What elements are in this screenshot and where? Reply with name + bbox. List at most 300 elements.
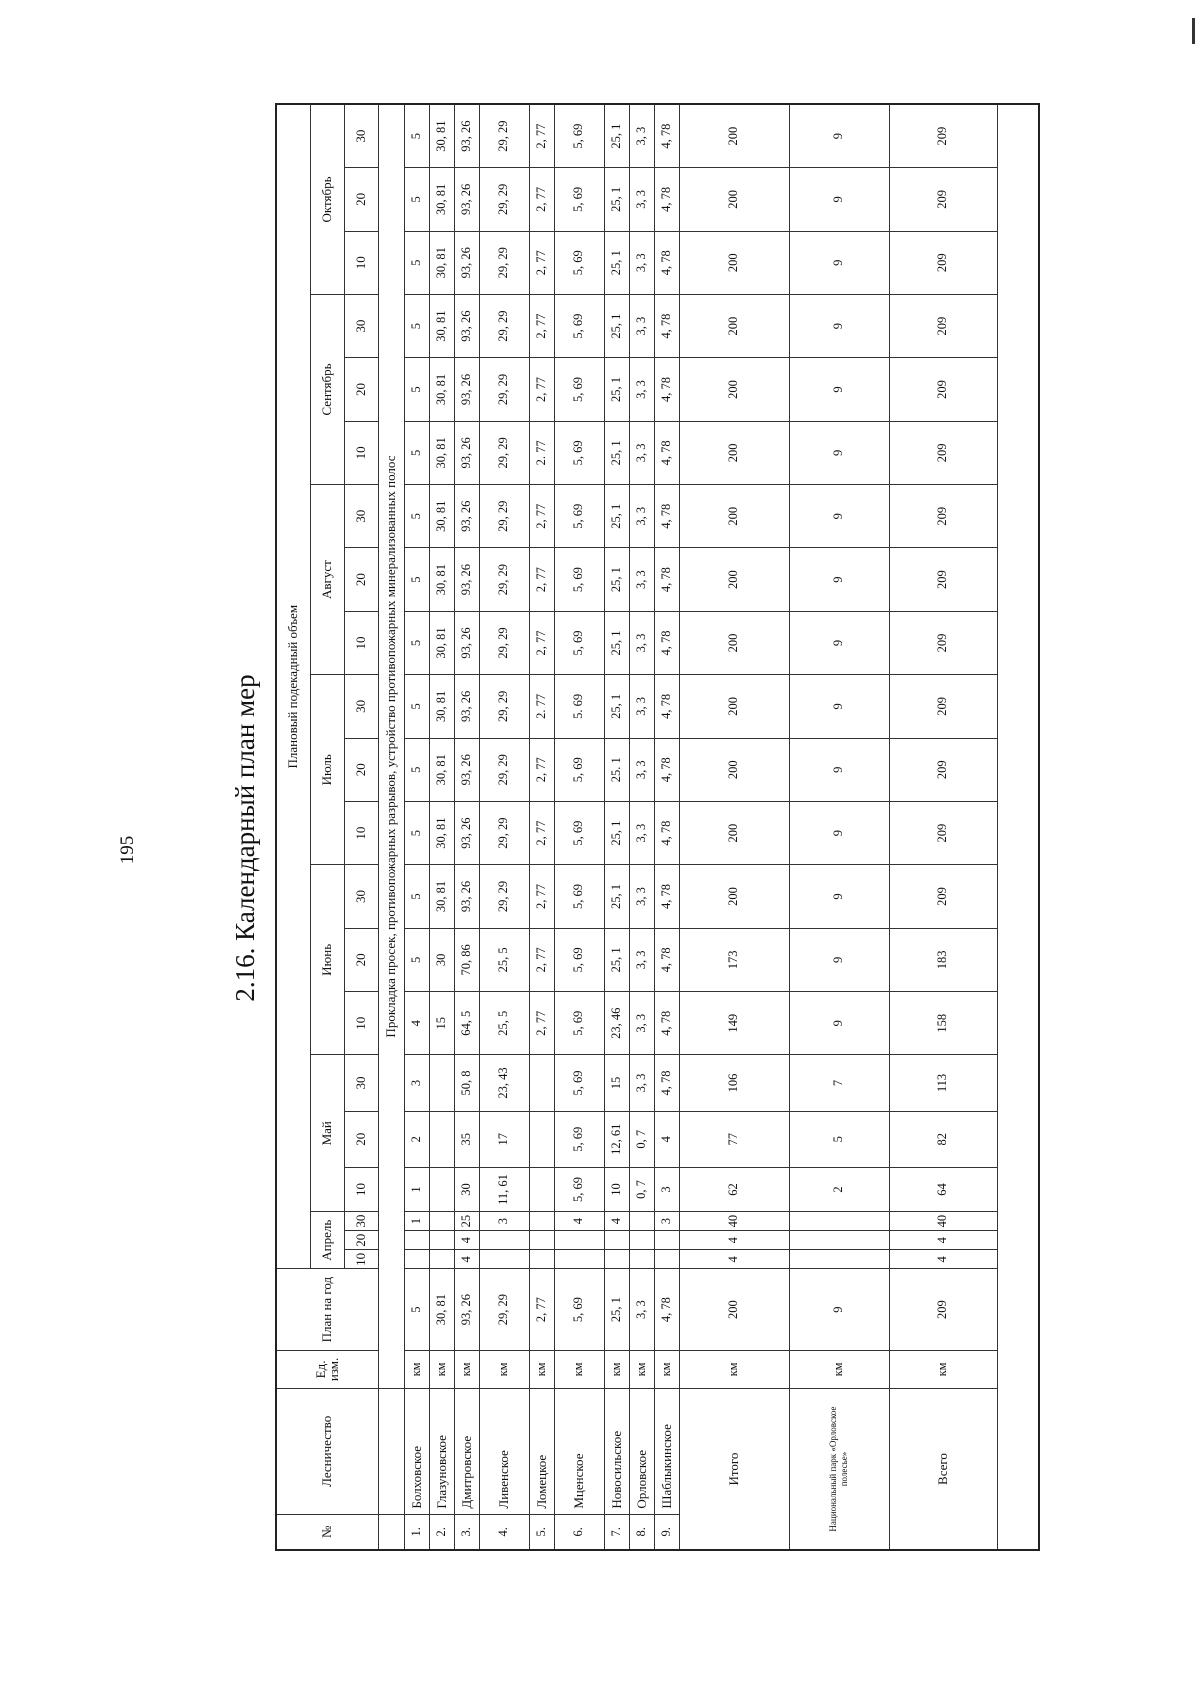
header-decade: 10 (344, 1250, 378, 1269)
page-edge-mark (1192, 18, 1195, 44)
row-value: 30, 81 (429, 675, 454, 738)
row-value: 30 (429, 928, 454, 991)
table-row (554, 104, 604, 1550)
header-month: Сентябрь (310, 294, 344, 484)
document-title: 2.16. Календарный план мер (229, 674, 260, 1002)
row-value: 3, 3 (629, 168, 654, 231)
row-value: 25 (454, 1212, 479, 1231)
row-value: 5, 69 (554, 801, 604, 864)
row-value: 93, 26 (454, 675, 479, 738)
table-frame (275, 103, 965, 1551)
row-value: 5, 69 (554, 611, 604, 674)
row-value: 4, 78 (654, 485, 679, 548)
header-decade: 20 (344, 738, 378, 801)
section-blank (378, 1389, 404, 1515)
row-plan: 5 (404, 1269, 429, 1350)
total-label: Всего (889, 1389, 997, 1550)
total-value: 209 (889, 421, 997, 484)
row-num: 1. (404, 1514, 429, 1550)
row-value: 3, 3 (629, 104, 654, 168)
row-value: 4 (454, 1231, 479, 1250)
row-value: 29, 29 (479, 358, 529, 421)
total-value: 4 (679, 1250, 789, 1269)
row-value: 4, 78 (654, 611, 679, 674)
row-value: 2, 77 (529, 865, 554, 928)
row-value: 4 (454, 1250, 479, 1269)
total-value: 209 (889, 611, 997, 674)
total-value: 9 (789, 548, 889, 611)
row-value: 3, 3 (629, 738, 654, 801)
row-value: 4, 78 (654, 168, 679, 231)
row-num: 4. (479, 1514, 529, 1550)
section-title: Прокладка просек, противопожарных разрывов, устройство противопожарных минерализованных полос (378, 104, 404, 1389)
total-unit: км (679, 1350, 789, 1388)
total-value: 7 (789, 1055, 889, 1111)
total-value: 9 (789, 992, 889, 1055)
row-value: 30 (454, 1167, 479, 1211)
row-value: 4, 78 (654, 548, 679, 611)
row-value (429, 1212, 454, 1231)
row-value (429, 1055, 454, 1111)
row-plan: 29, 29 (479, 1269, 529, 1350)
total-value: 200 (679, 231, 789, 294)
table-row (479, 104, 529, 1550)
total-value: 4 (889, 1231, 997, 1250)
row-value: 5 (404, 294, 429, 357)
row-value: 4, 78 (654, 675, 679, 738)
header-decade: 30 (344, 675, 378, 738)
row-value: 2. 77 (529, 421, 554, 484)
row-value: 2, 77 (529, 294, 554, 357)
row-value: 5 (404, 421, 429, 484)
row-value: 4, 78 (654, 231, 679, 294)
row-value: 93, 26 (454, 865, 479, 928)
row-value: 35 (454, 1111, 479, 1167)
row-value: 3, 3 (629, 231, 654, 294)
header-month: Апрель (310, 1212, 344, 1269)
row-value: 5 (404, 738, 429, 801)
row-value: 4, 78 (654, 421, 679, 484)
header-decade: 20 (344, 1231, 378, 1250)
row-value (654, 1231, 679, 1250)
total-value: 209 (889, 548, 997, 611)
table-row (604, 104, 629, 1550)
row-value: 4, 78 (654, 358, 679, 421)
total-value: 209 (889, 738, 997, 801)
row-value (529, 1167, 554, 1211)
row-value: 64, 5 (454, 992, 479, 1055)
row-value: 3, 3 (629, 675, 654, 738)
row-value: 93, 26 (454, 485, 479, 548)
row-unit: км (429, 1350, 454, 1388)
row-value: 3 (479, 1212, 529, 1231)
header-unit: Ед. изм. (276, 1350, 378, 1388)
row-value: 4 (554, 1212, 604, 1231)
row-value: 5, 69 (554, 358, 604, 421)
total-value: 40 (889, 1212, 997, 1231)
row-value: 3, 3 (629, 992, 654, 1055)
header-month: Июнь (310, 865, 344, 1055)
row-value: 23, 46 (604, 992, 629, 1055)
row-value (529, 1212, 554, 1231)
row-value (529, 1111, 554, 1167)
total-value: 9 (789, 865, 889, 928)
row-value (529, 1055, 554, 1111)
row-value: 2, 77 (529, 928, 554, 991)
row-plan: 3, 3 (629, 1269, 654, 1350)
row-value: 5, 69 (554, 928, 604, 991)
row-value: 3, 3 (629, 928, 654, 991)
row-plan: 5, 69 (554, 1269, 604, 1350)
total-value: 9 (789, 485, 889, 548)
row-value: 30, 81 (429, 168, 454, 231)
total-value: 200 (679, 104, 789, 168)
row-value: 25, 1 (604, 231, 629, 294)
header-month: Май (310, 1055, 344, 1212)
row-plan: 93, 26 (454, 1269, 479, 1350)
row-value: 4 (654, 1111, 679, 1167)
row-value: 29, 29 (479, 421, 529, 484)
row-value: 70, 86 (454, 928, 479, 991)
row-value: 1 (404, 1167, 429, 1211)
row-value: 30, 81 (429, 548, 454, 611)
total-value: 200 (679, 485, 789, 548)
row-num: 2. (429, 1514, 454, 1550)
row-value: 5 (404, 485, 429, 548)
row-num: 3. (454, 1514, 479, 1550)
header-decade: 10 (344, 421, 378, 484)
header-decade: 10 (344, 611, 378, 674)
total-value: 9 (789, 675, 889, 738)
total-plan: 209 (889, 1269, 997, 1350)
row-value: 93, 26 (454, 358, 479, 421)
row-value: 30, 81 (429, 801, 454, 864)
row-unit: км (554, 1350, 604, 1388)
row-value: 3 (654, 1212, 679, 1231)
total-value: 106 (679, 1055, 789, 1111)
row-value: 30, 81 (429, 738, 454, 801)
row-value: 29, 29 (479, 231, 529, 294)
row-value: 25, 1 (604, 168, 629, 231)
total-value: 200 (679, 611, 789, 674)
row-value: 29, 29 (479, 485, 529, 548)
row-value: 5 (404, 168, 429, 231)
row-value: 2, 77 (529, 485, 554, 548)
header-decade: 10 (344, 992, 378, 1055)
row-value: 0, 7 (629, 1111, 654, 1167)
total-plan: 9 (789, 1269, 889, 1350)
row-value: 5 (404, 548, 429, 611)
row-value (654, 1250, 679, 1269)
total-value: 9 (789, 168, 889, 231)
header-decade: 10 (344, 801, 378, 864)
row-forestry: Шаблыкинское (654, 1389, 679, 1515)
row-num: 5. (529, 1514, 554, 1550)
row-unit: км (529, 1350, 554, 1388)
row-value (529, 1231, 554, 1250)
row-value: 25, 1 (604, 421, 629, 484)
total-value (789, 1212, 889, 1231)
row-value (604, 1250, 629, 1269)
row-value: 30, 81 (429, 104, 454, 168)
row-value (629, 1250, 654, 1269)
total-value: 4 (889, 1250, 997, 1269)
row-value: 29, 29 (479, 104, 529, 168)
total-value: 209 (889, 168, 997, 231)
row-value (429, 1250, 454, 1269)
row-value: 4, 78 (654, 1055, 679, 1111)
total-row (789, 104, 889, 1550)
header-decade: 30 (344, 485, 378, 548)
row-unit: км (454, 1350, 479, 1388)
total-value: 200 (679, 421, 789, 484)
row-value: 5, 69 (554, 1167, 604, 1211)
row-plan: 30, 81 (429, 1269, 454, 1350)
total-value: 200 (679, 548, 789, 611)
row-forestry: Болховское (404, 1389, 429, 1515)
total-value: 9 (789, 231, 889, 294)
total-value: 82 (889, 1111, 997, 1167)
header-month: Август (310, 485, 344, 675)
row-value: 4, 78 (654, 801, 679, 864)
row-plan: 25, 1 (604, 1269, 629, 1350)
row-value: 29, 29 (479, 675, 529, 738)
header-decade: 20 (344, 1111, 378, 1167)
row-value: 2. 77 (529, 675, 554, 738)
total-value: 183 (889, 928, 997, 991)
total-value: 158 (889, 992, 997, 1055)
total-value: 9 (789, 801, 889, 864)
total-value: 209 (889, 104, 997, 168)
total-label: Итого (679, 1389, 789, 1550)
total-value: 209 (889, 485, 997, 548)
row-value: 93, 26 (454, 231, 479, 294)
total-value: 113 (889, 1055, 997, 1111)
empty-cell (997, 104, 1039, 1550)
total-value: 200 (679, 738, 789, 801)
row-num: 9. (654, 1514, 679, 1550)
row-value: 11, 61 (479, 1167, 529, 1211)
total-value: 173 (679, 928, 789, 991)
row-value (404, 1250, 429, 1269)
row-value (604, 1231, 629, 1250)
row-value: 4, 78 (654, 928, 679, 991)
row-value: 4, 78 (654, 992, 679, 1055)
row-value: 29, 29 (479, 168, 529, 231)
section-blank (378, 1514, 404, 1550)
row-value: 29, 29 (479, 801, 529, 864)
row-value: 25, 5 (479, 928, 529, 991)
total-value: 200 (679, 358, 789, 421)
row-value (554, 1231, 604, 1250)
total-row (889, 104, 997, 1550)
row-value: 25, 1 (604, 611, 629, 674)
row-value: 25, 1 (604, 548, 629, 611)
row-value: 25. 1 (604, 738, 629, 801)
row-value: 29, 29 (479, 548, 529, 611)
row-value: 50, 8 (454, 1055, 479, 1111)
row-value (529, 1250, 554, 1269)
row-forestry: Дмитровское (454, 1389, 479, 1515)
row-value (429, 1167, 454, 1211)
row-value: 2, 77 (529, 231, 554, 294)
row-value (429, 1111, 454, 1167)
row-num: 6. (554, 1514, 604, 1550)
header-month: Июль (310, 675, 344, 865)
row-value (404, 1231, 429, 1250)
total-value: 64 (889, 1167, 997, 1211)
row-value: 5. 69 (554, 675, 604, 738)
row-value: 3, 3 (629, 294, 654, 357)
row-value: 29, 29 (479, 738, 529, 801)
header-group: Плановый подекадный объем (276, 104, 310, 1269)
total-value: 9 (789, 104, 889, 168)
total-value: 200 (679, 675, 789, 738)
header-decade: 30 (344, 104, 378, 168)
row-value: 30, 81 (429, 421, 454, 484)
row-value: 5 (404, 865, 429, 928)
header-decade: 10 (344, 1167, 378, 1211)
row-value: 30, 81 (429, 294, 454, 357)
row-value: 5, 69 (554, 294, 604, 357)
row-value: 4, 78 (654, 738, 679, 801)
row-value: 2, 77 (529, 801, 554, 864)
total-row (679, 104, 789, 1550)
row-unit: км (654, 1350, 679, 1388)
header-num: № (276, 1514, 378, 1550)
row-value: 25, 1 (604, 104, 629, 168)
total-value: 40 (679, 1212, 789, 1231)
row-value: 5, 69 (554, 421, 604, 484)
total-value: 200 (679, 294, 789, 357)
row-value: 25, 1 (604, 801, 629, 864)
row-value: 30, 81 (429, 358, 454, 421)
total-value: 209 (889, 294, 997, 357)
row-value: 4, 78 (654, 104, 679, 168)
row-value: 2, 77 (529, 738, 554, 801)
empty-row (997, 104, 1039, 1550)
total-value: 209 (889, 801, 997, 864)
row-value: 29, 29 (479, 865, 529, 928)
row-value: 30, 81 (429, 611, 454, 674)
row-value: 5 (404, 928, 429, 991)
row-value: 3, 3 (629, 611, 654, 674)
row-value: 4, 78 (654, 865, 679, 928)
total-value: 200 (679, 801, 789, 864)
table-row (529, 104, 554, 1550)
row-value: 5 (404, 801, 429, 864)
row-forestry: Глазуновское (429, 1389, 454, 1515)
row-value: 2, 77 (529, 992, 554, 1055)
row-value (629, 1212, 654, 1231)
header-decade: 20 (344, 168, 378, 231)
total-value (789, 1250, 889, 1269)
total-value: 9 (789, 294, 889, 357)
table-row (654, 104, 679, 1550)
row-value: 3, 3 (629, 548, 654, 611)
row-unit: км (629, 1350, 654, 1388)
row-value: 5, 69 (554, 485, 604, 548)
row-value: 1 (404, 1212, 429, 1231)
row-value: 15 (429, 992, 454, 1055)
row-value: 3, 3 (629, 358, 654, 421)
row-value: 5, 69 (554, 231, 604, 294)
row-value (479, 1250, 529, 1269)
row-value: 5 (404, 104, 429, 168)
row-value: 5 (404, 611, 429, 674)
header-decade: 30 (344, 1055, 378, 1111)
row-value (629, 1231, 654, 1250)
row-value: 25, 1 (604, 485, 629, 548)
row-value: 2 (404, 1111, 429, 1167)
row-num: 8. (629, 1514, 654, 1550)
row-num: 7. (604, 1514, 629, 1550)
table-row (404, 104, 429, 1550)
total-value: 9 (789, 738, 889, 801)
row-value: 5, 69 (554, 1055, 604, 1111)
row-value: 12, 61 (604, 1111, 629, 1167)
row-value: 25, 1 (604, 358, 629, 421)
row-value: 30, 81 (429, 231, 454, 294)
total-value: 77 (679, 1111, 789, 1167)
row-value: 5, 69 (554, 548, 604, 611)
total-unit: км (889, 1350, 997, 1388)
row-value: 30, 81 (429, 485, 454, 548)
total-value: 209 (889, 675, 997, 738)
table-row (454, 104, 479, 1550)
row-plan: 4, 78 (654, 1269, 679, 1350)
total-value: 9 (789, 928, 889, 991)
header-decade: 30 (344, 294, 378, 357)
row-value: 93, 26 (454, 421, 479, 484)
row-value: 17 (479, 1111, 529, 1167)
total-value: 209 (889, 231, 997, 294)
total-value: 2 (789, 1167, 889, 1211)
row-value: 2, 77 (529, 104, 554, 168)
total-value: 62 (679, 1167, 789, 1211)
total-value: 209 (889, 358, 997, 421)
row-value: 2, 77 (529, 168, 554, 231)
row-value: 10 (604, 1167, 629, 1211)
row-value: 5, 69 (554, 168, 604, 231)
row-unit: км (404, 1350, 429, 1388)
total-value: 200 (679, 865, 789, 928)
row-value: 3, 3 (629, 865, 654, 928)
row-value: 93, 26 (454, 548, 479, 611)
row-value: 25, 5 (479, 992, 529, 1055)
row-value: 15 (604, 1055, 629, 1111)
header-decade: 20 (344, 548, 378, 611)
row-value: 4, 78 (654, 294, 679, 357)
row-value: 2, 77 (529, 358, 554, 421)
row-plan: 2, 77 (529, 1269, 554, 1350)
row-value: 3, 3 (629, 801, 654, 864)
row-value: 23, 43 (479, 1055, 529, 1111)
row-value: 25, 1 (604, 928, 629, 991)
header-forestry: Лесничество (276, 1389, 378, 1515)
total-value (789, 1231, 889, 1250)
row-value: 93, 26 (454, 738, 479, 801)
row-unit: км (479, 1350, 529, 1388)
table-row (629, 104, 654, 1550)
row-value: 5, 69 (554, 865, 604, 928)
row-value: 5 (404, 231, 429, 294)
header-decade: 30 (344, 865, 378, 928)
header-decade: 20 (344, 928, 378, 991)
row-value: 3, 3 (629, 1055, 654, 1111)
page-number: 195 (117, 835, 138, 865)
row-value: 93, 26 (454, 294, 479, 357)
